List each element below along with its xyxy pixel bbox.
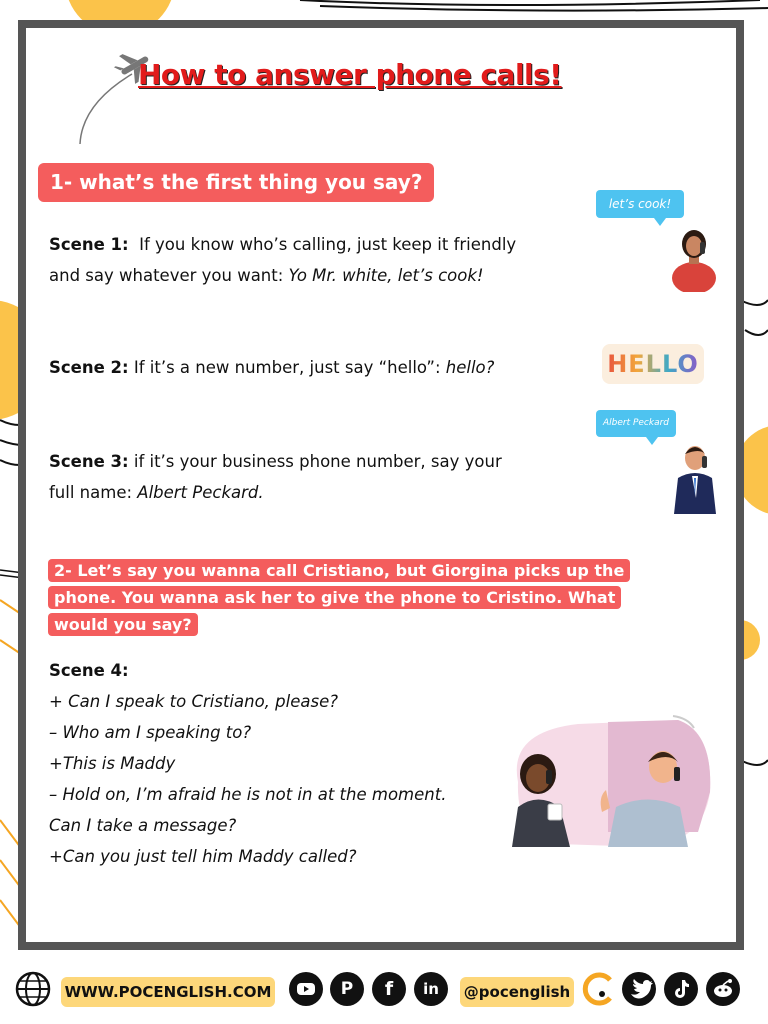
scene1-text [49,229,516,291]
scene1-example: Yo Mr. white, let’s cook! [288,266,484,285]
scene1-line2: and say whatever you want: [49,266,289,285]
scene3-example: Albert Peckard. [137,483,264,502]
scene2-example: hello? [445,358,495,377]
social-handle[interactable]: @pocenglish [460,977,574,1007]
scene1-line1: If you know who’s calling, just keep it friendly [128,235,517,254]
pinterest-icon[interactable]: P [330,972,364,1006]
dialogue-line: +This is Maddy [49,754,176,773]
hello-badge-text: HELLO [607,350,699,378]
section2-heading-line2: phone. You wanna ask her to give the phone to Cristino. What [48,586,621,609]
scene3-line1: if it’s your business phone number, say your [128,452,502,471]
scene2-text [49,352,494,383]
scene2-body: If it’s a new number, just say “hello”: [128,358,446,377]
speech-bubble-lets-cook: let’s cook! [596,190,684,218]
dialogue-line: + Can I speak to Cristiano, please? [49,692,338,711]
youtube-icon[interactable] [289,972,323,1006]
scene3-label: Scene 3: [49,452,129,471]
scene3-text [49,446,502,508]
scene2-label: Scene 2: [49,358,129,377]
pocenglish-logo-icon[interactable] [580,970,618,1008]
woman-on-phone-illustration [670,222,718,292]
scene1-label: Scene 1: [49,235,129,254]
section2-heading-line1: 2- Let’s say you wanna call Cristiano, but Giorgina picks up the [48,559,630,582]
section1-heading: 1- what’s the first thing you say? [38,163,434,202]
facebook-icon[interactable]: f [372,972,406,1006]
page-title: How to answer phone calls! [138,58,562,91]
reddit-icon[interactable] [706,972,740,1006]
phone-call-illustration [498,712,718,852]
businessman-on-phone-illustration [670,438,720,514]
tiktok-icon[interactable] [664,972,698,1006]
section2-heading-line3: would you say? [48,613,198,636]
dialogue-line: Can I take a message? [49,816,237,835]
speech-bubble-albert-peckard: Albert Peckard [596,410,676,437]
hello-badge [602,344,704,384]
dialogue-line: – Who am I speaking to? [49,723,252,742]
twitter-icon[interactable] [622,972,656,1006]
dialogue-line: – Hold on, I’m afraid he is not in at the moment. [49,785,447,804]
linkedin-icon[interactable]: in [414,972,448,1006]
scene4-dialogue [49,655,446,872]
dialogue-line: +Can you just tell him Maddy called? [49,847,357,866]
globe-icon[interactable] [14,970,52,1008]
scene4-label: Scene 4: [49,661,129,680]
website-link[interactable]: WWW.POCENGLISH.COM [61,977,275,1007]
scene3-line2: full name: [49,483,138,502]
